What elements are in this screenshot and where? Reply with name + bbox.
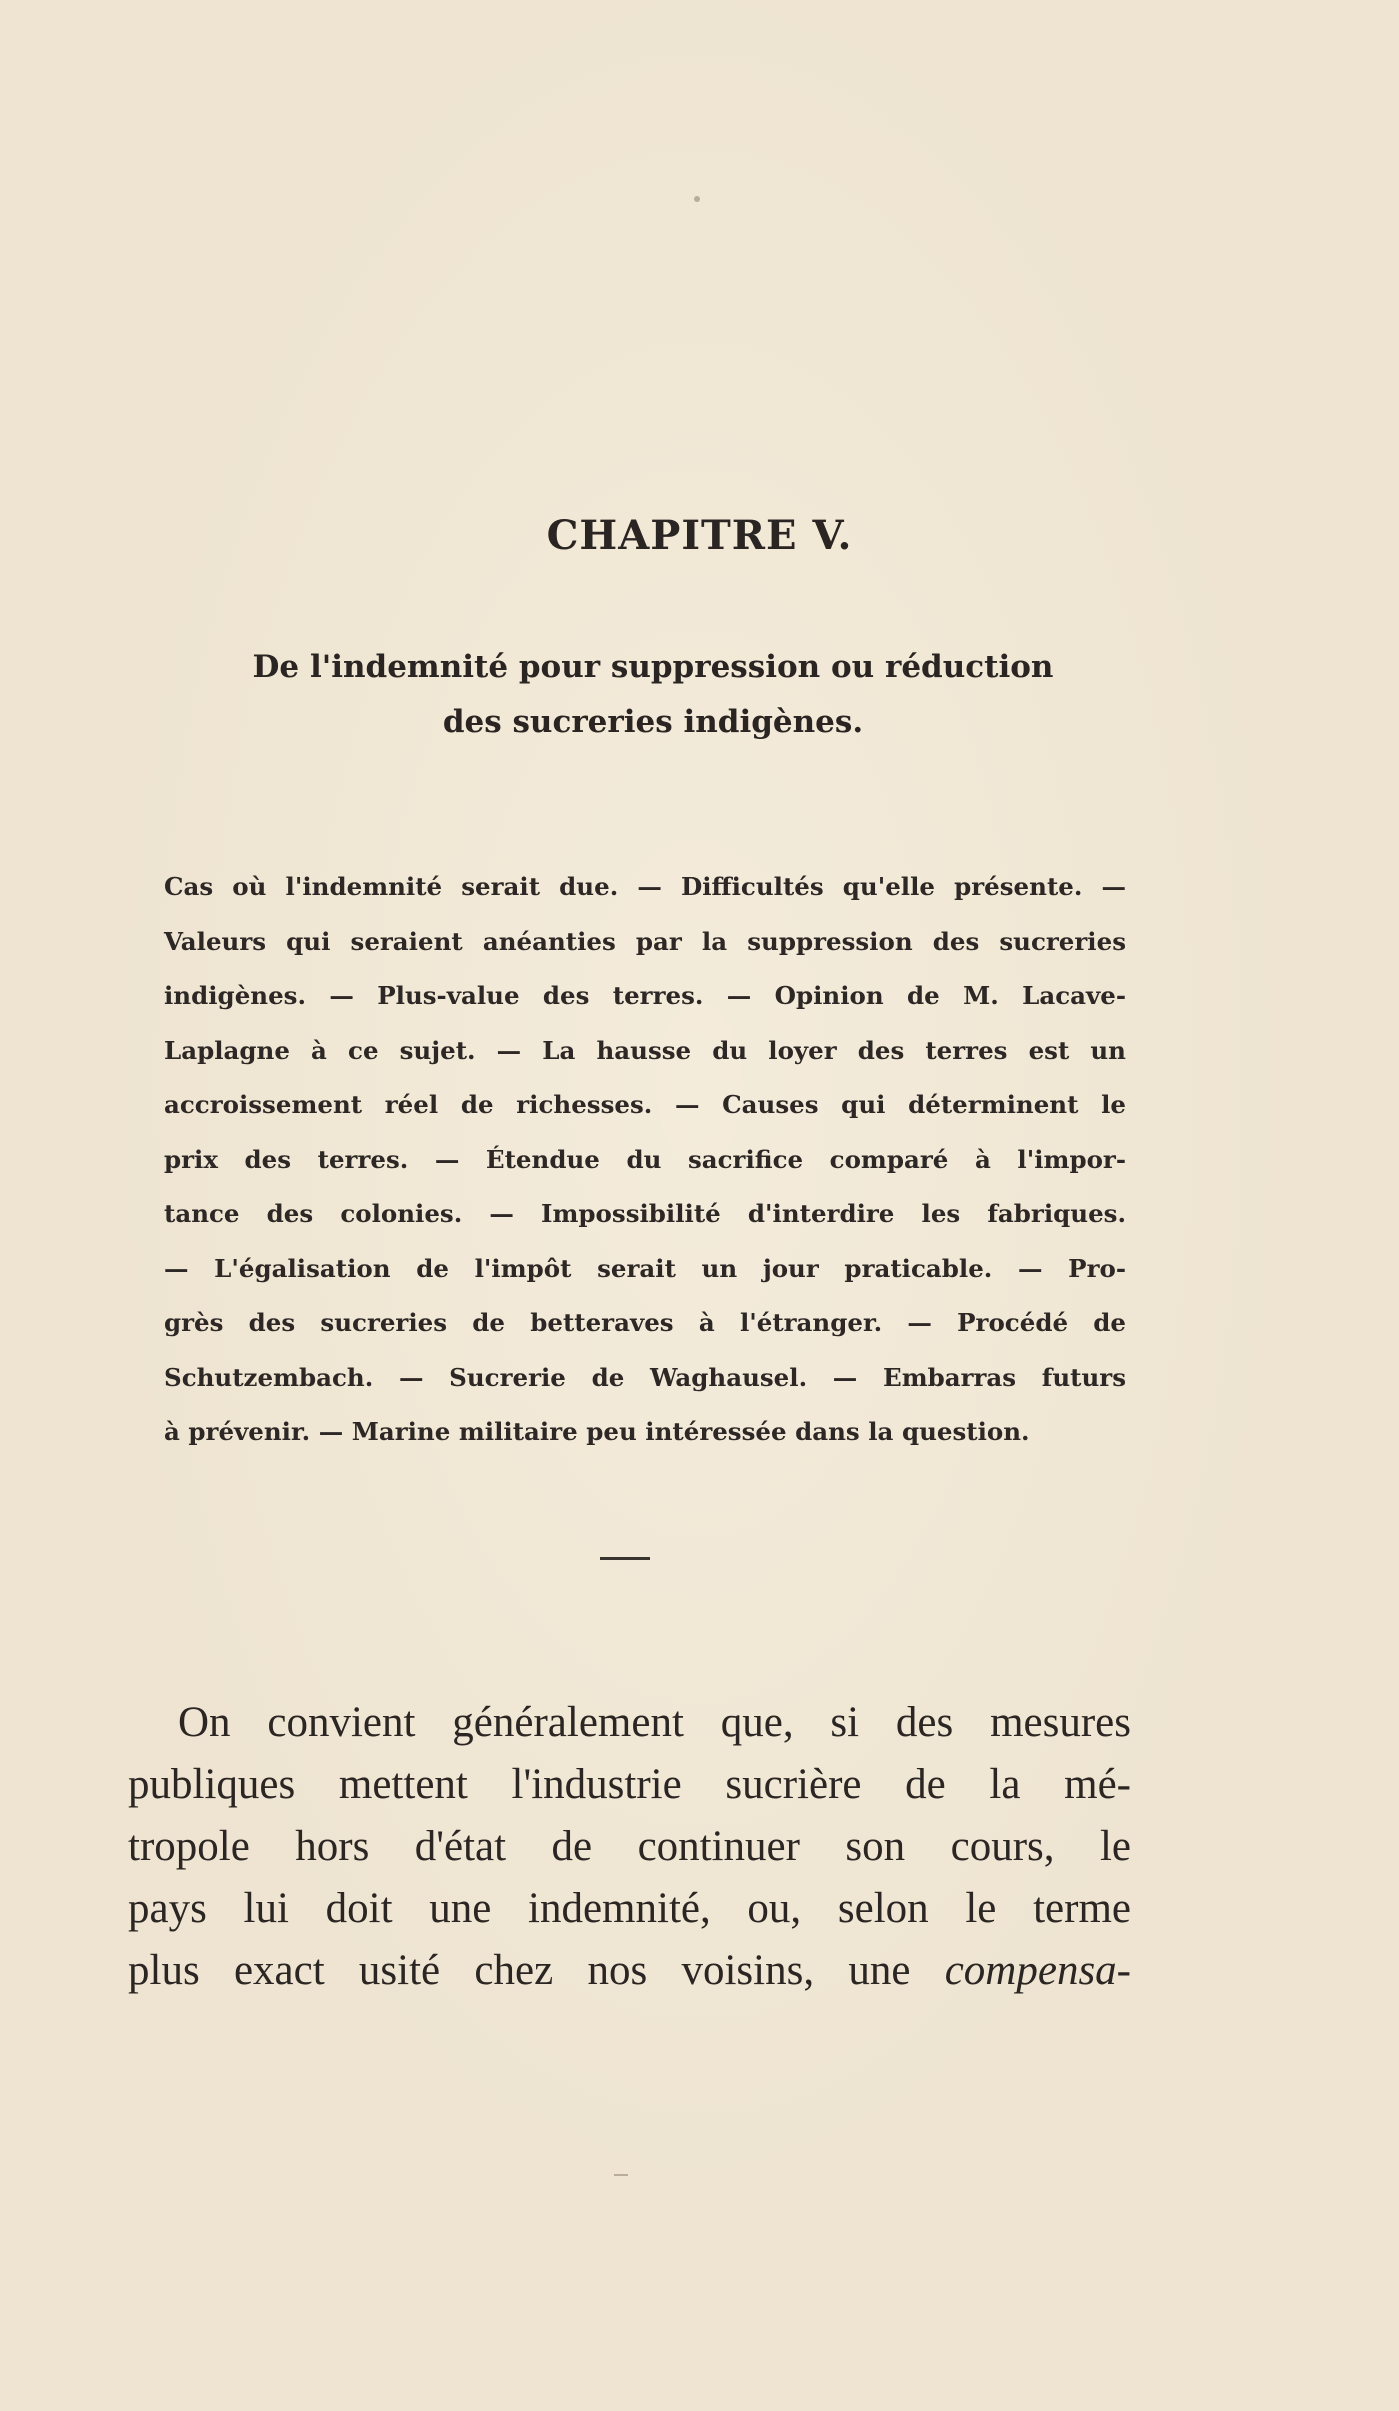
chapter-summary	[164, 860, 1126, 1460]
body-line-last	[128, 1940, 1131, 2002]
body-line: tropole hors d'état de continuer son cours, le	[128, 1823, 1131, 1870]
summary-line: accroissement réel de richesses. — Causes qui déterminent le	[164, 1090, 1126, 1119]
section-divider	[600, 1557, 650, 1560]
chapter-title: CHAPITRE V.	[546, 512, 853, 559]
summary-line: à prévenir. — Marine militaire peu intéressée dans la question.	[164, 1417, 1030, 1446]
subtitle-line: De l'indemnité pour suppression ou réduction	[252, 649, 1054, 685]
summary-line: Valeurs qui seraient anéanties par la suppression des sucreries	[164, 926, 1126, 956]
body-line: On convient généralement que, si des mesures	[178, 1699, 1131, 1746]
body-line: publiques mettent l'industrie sucrière de la mé-	[128, 1761, 1131, 1808]
summary-line: tance des colonies. — Impossibilité d'interdire les fabriques.	[164, 1199, 1126, 1228]
summary-line: grès des sucreries de betteraves à l'étranger. — Procédé de	[164, 1308, 1126, 1337]
summary-line: indigènes. — Plus-value des terres. — Opinion de M. Lacave-	[164, 981, 1126, 1010]
summary-line: Laplagne à ce sujet. — La hausse du loyer des terres est un	[164, 1035, 1126, 1065]
body-line-text: plus exact usité chez nos voisins, une	[128, 1947, 945, 1994]
chapter-subtitle	[168, 640, 1138, 750]
italic-word: compensa-	[944, 1947, 1131, 1994]
body-paragraph	[128, 1692, 1131, 2002]
summary-line: Schutzembach. — Sucrerie de Waghausel. — Embarras futurs	[164, 1362, 1126, 1392]
summary-line: — L'égalisation de l'impôt serait un jour praticable. — Pro-	[164, 1253, 1126, 1283]
summary-line: prix des terres. — Étendue du sacrifice comparé à l'impor-	[164, 1144, 1126, 1174]
summary-line: Cas où l'indemnité serait due. — Difficultés qu'elle présente. —	[164, 872, 1126, 901]
subtitle-line: des sucreries indigènes.	[442, 704, 864, 740]
paper-speck	[694, 196, 700, 202]
body-line: pays lui doit une indemnité, ou, selon le terme	[128, 1885, 1131, 1932]
paper-speck	[614, 2174, 628, 2176]
